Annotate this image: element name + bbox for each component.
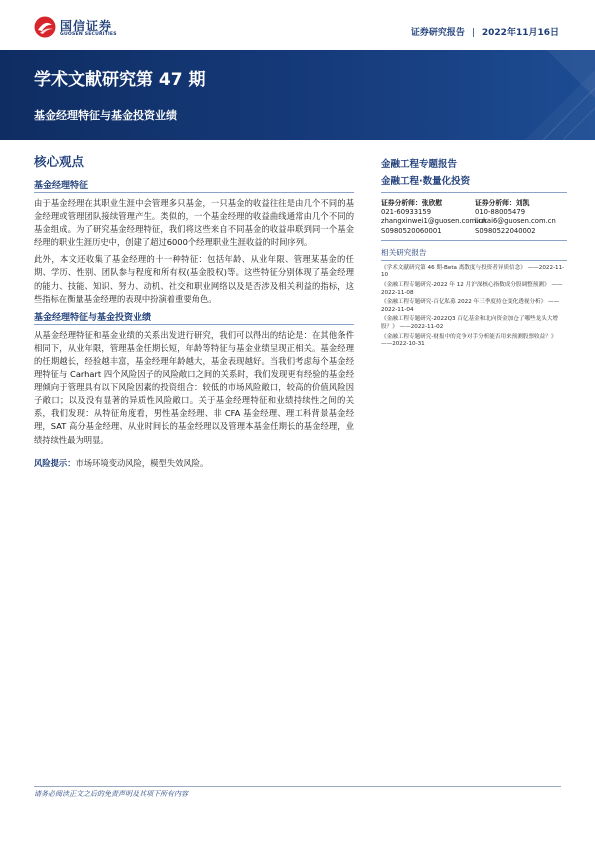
analyst-phone: 021-60933159	[381, 208, 432, 217]
sidebar-divider	[381, 260, 567, 261]
analyst-card	[381, 199, 487, 236]
analyst-email[interactable]: zhangxinwei1@guosen.com.cn	[381, 217, 487, 226]
core-views-column	[34, 152, 354, 469]
report-title: 学术文献研究第 47 期	[34, 70, 206, 90]
analyst-license: S0980520060001	[381, 226, 442, 235]
analyst-name: 证券分析师：刘凯	[475, 199, 530, 207]
analyst-card	[475, 199, 567, 236]
guosen-logo-icon	[34, 16, 56, 38]
report-type: 证券研究报告	[410, 28, 465, 38]
analyst-license: S0980522040002	[475, 226, 536, 235]
analyst-email[interactable]: liukai6@guosen.com.cn	[475, 217, 556, 226]
risk-label: 风险提示：	[34, 457, 76, 468]
section-divider	[34, 324, 354, 325]
report-series: 金融工程专题报告	[381, 159, 458, 170]
footer-disclaimer: 请务必阅读正文之后的免责声明及其项下所有内容	[34, 790, 188, 798]
company-logo	[34, 16, 134, 42]
body-paragraph: 从基金经理特征和基金业绩的关系出发进行研究，我们可以得出的结论是：在其他条件相同下，从业年限，管理基金任期长短，年龄等特征与基金业绩呈现正相关。基金经理的任期越长，经验越丰富，基金经理年龄越大，基金表现越好。当我们考虑每个基金经理特征与 Carhart 四个风险因子的风险敞口之间的关系时，我们发现更有经验的基金经理倾向于管理具有以下风险因素的投资组合：较低的市场风险敞口，较高的价值风险因子敞口；以及没有显著的异质性风险敞口。关于基金经理特征和业绩持续性之间的关系，我们发现：从特征角度看，男性基金经理、非 CFA 基金经理、理工科背景基金经理，SAT 高分基金经理、从业时间长的基金经理以及管理本基金任期长的基金经理，业绩持续性最为明显。	[34, 329, 354, 445]
logo-english-name: GUOSEN SECURITIES	[60, 32, 117, 37]
section-heading: 基金经理特征与基金投资业绩	[34, 312, 152, 323]
sidebar-divider	[381, 240, 567, 241]
divider: |	[471, 28, 475, 38]
analyst-list	[381, 199, 567, 236]
risk-text: 市场环境变动风险，模型失效风险。	[75, 457, 209, 468]
report-category: 金融工程·数量化投资	[381, 176, 471, 187]
page-header	[0, 0, 595, 50]
analyst-phone: 010-88005479	[475, 208, 526, 217]
banner-decoration	[455, 50, 595, 140]
related-report-item[interactable]: 《金融工程专题研究-2022Q3 百亿基金和北向资金加仓了哪些龙头大增股？》 ——2022-11-02	[381, 316, 559, 330]
analyst-name: 证券分析师：张欣慰	[381, 199, 443, 207]
report-meta	[411, 25, 559, 38]
related-report-item[interactable]: 《金融工程专题研究-2022 年 12 月沪深核心指数成分股调整预测》 ——2022-11-08	[381, 282, 563, 296]
section-divider	[34, 192, 354, 193]
body-paragraph: 由于基金经理在其职业生涯中会管理多只基金，一只基金的收益往往是由几个不同的基金经理或管理团队接续管理产生。类似的，一个基金经理的收益曲线通常由几个不同的基金组成。为了研究基金经理特征，我们将这些来自不同基金的收益串联到同一个基金经理的职业生涯历史中，创建了超过6000个经理职业生涯收益的时间序列。	[34, 198, 354, 248]
section-manager-features	[34, 178, 354, 306]
related-report-item[interactable]: 《学术文献研究第 46 期-Beta 离散度与投资者异质信念》 ——2022-11-10	[381, 264, 565, 279]
sidebar	[381, 156, 567, 351]
title-banner	[0, 50, 595, 140]
logo-chinese-name: 国信证券	[60, 19, 113, 33]
related-report-item[interactable]: 《金融工程专题研究-财报中的竞争对手分析能否用来预测股票收益？》 ——2022-10-31	[381, 333, 557, 348]
section-heading: 基金经理特征	[34, 181, 89, 191]
body-paragraph: 此外，本文还收集了基金经理的十一种特征：包括年龄、从业年限、管理某基金的任期、学历、性别、团队参与程度和所有权(基金股权)等。这些特征分别体现了基金经理的能力、技能、知识、努力、动机、社交和职业网络以及是否涉及相关利益的指标，这些指标在衡量基金经理的表现中扮演着重要角色。	[34, 254, 354, 304]
risk-warning	[34, 457, 354, 469]
report-subtitle: 基金经理特征与基金投资业绩	[34, 109, 177, 122]
report-date: 2022年11月16日	[481, 28, 559, 38]
related-reports-list	[381, 265, 567, 349]
related-reports-heading: 相关研究报告	[381, 247, 427, 257]
core-views-title: 核心观点	[34, 154, 85, 169]
footer-divider	[34, 786, 561, 787]
section-features-and-performance	[34, 310, 354, 447]
sidebar-divider	[381, 192, 567, 193]
related-report-item[interactable]: 《金融工程专题研究-百亿私募 2022 年三季度持仓变化透视分析》 ——2022-11-04	[381, 299, 560, 313]
